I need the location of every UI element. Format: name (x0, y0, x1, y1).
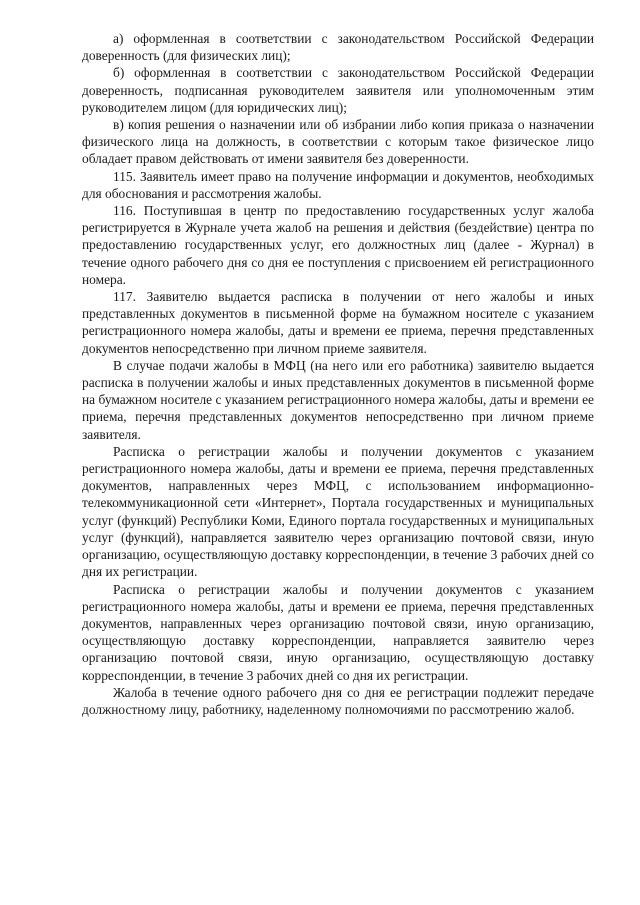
paragraph-item-a: а) оформленная в соответствии с законодательством Российской Федерации доверенность (для физических лиц); (82, 31, 594, 64)
paragraph-postal-receipt: Расписка о регистрации жалобы и получении документов с указанием регистрационного номера жалобы, даты и времени ее приема, перечня представленных документов, направленных через организацию почтовой связи, иную организацию, осуществляющую доставку корреспонденции, направляется заявителю через организацию почтовой связи, иную организацию, осуществляющую доставку корреспонденции, в течение 3 рабочих дней со дня их регистрации. (82, 581, 594, 683)
paragraph-item-b: б) оформленная в соответствии с законодательством Российской Федерации доверенность, подписанная руководителем заявителя или уполномоченным этим руководителем лицом (для юридических лиц); (82, 65, 594, 115)
paragraph-117: 117. Заявителю выдается расписка в получении от него жалобы и иных представленных документов в письменной форме на бумажном носителе с указанием регистрационного номера жалобы, даты и времени ее приема, перечня представленных документов непосредственно при личном приеме заявителя. (82, 289, 594, 356)
paragraph-116: 116. Поступившая в центр по предоставлению государственных услуг жалоба регистрируется в Журнале учета жалоб на решения и действия (бездействие) центра по предоставлению государственных услуг, его должностных лиц (далее - Журнал) в течение одного рабочего дня со дня ее поступления с присвоением ей регистрационного номера. (82, 203, 594, 287)
paragraph-item-v: в) копия решения о назначении или об избрании либо копия приказа о назначении физического лица на должность, в соответствии с которым такое физическое лицо обладает правом действовать от имени заявителя без доверенности. (82, 117, 594, 167)
paragraph-mfc-receipt: В случае подачи жалобы в МФЦ (на него или его работника) заявителю выдается расписка в получении жалобы и иных представленных документов в письменной форме на бумажном носителе с указанием регистрационного номера жалобы, даты и времени ее приема, перечня представленных документов непосредственно при личном приеме заявителя. (82, 357, 594, 442)
document-body (82, 30, 594, 718)
paragraph-transfer: Жалоба в течение одного рабочего дня со дня ее регистрации подлежит передаче должностному лицу, работнику, наделенному полномочиями по рассмотрению жалоб. (82, 684, 594, 717)
paragraph-115: 115. Заявитель имеет право на получение информации и документов, необходимых для обоснования и рассмотрения жалобы. (82, 168, 594, 201)
paragraph-online-receipt: Расписка о регистрации жалобы и получении документов с указанием регистрационного номера жалобы, даты и времени ее приема, перечня представленных документов, направленных через МФЦ, с использованием информационно-телекоммуникационной сети «Интернет», Портала государственных и муниципальных услуг (функций) Республики Коми, Единого портала государственных и муниципальных услуг (функций), направляется заявителю через организацию почтовой связи, иную организацию, осуществляющую доставку корреспонденции, в течение 3 рабочих дней со дня их регистрации. (82, 443, 594, 580)
